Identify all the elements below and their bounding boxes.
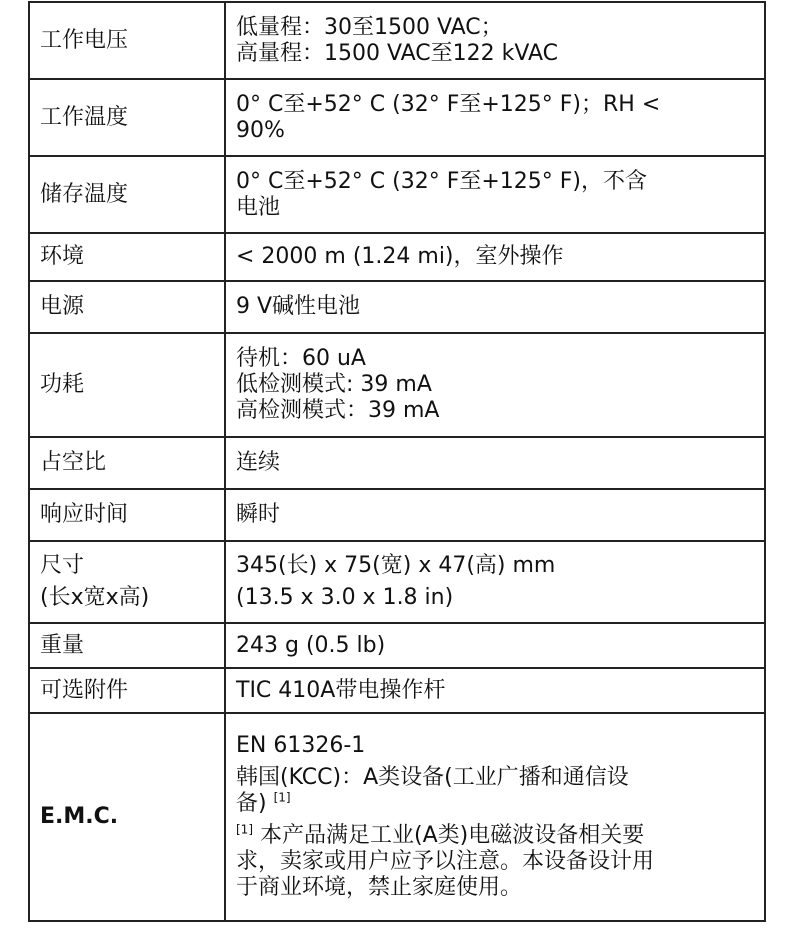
specifications-table <box>28 1 766 922</box>
table-row-power-consumption <box>29 333 765 437</box>
value-line: 0° C至+52° C (32° F至+125° F)，不含 <box>236 168 648 194</box>
value-line: 345(长) x 75(宽) x 47(高) mm <box>236 553 556 578</box>
value-line: 瞬时 <box>236 502 281 527</box>
emc-korea-line <box>236 791 754 817</box>
row-label: 响应时间 <box>29 489 225 541</box>
row-label: 工作电压 <box>29 2 225 79</box>
row-label: 重量 <box>29 623 225 668</box>
label-line: 尺寸 <box>40 553 85 578</box>
emc-standard: EN 61326-1 <box>236 733 366 758</box>
table-row-response-time <box>29 489 765 541</box>
value-line: 高检测模式：39 mA <box>236 398 440 423</box>
row-label: 电源 <box>29 281 225 333</box>
row-value <box>225 2 765 79</box>
row-value <box>225 233 765 281</box>
row-value <box>225 541 765 623</box>
footnote-reference: [1] <box>273 790 291 805</box>
emc-korea-line: 韩国(KCC)：A类设备(工业广播和通信设 <box>236 765 629 790</box>
row-label: 环境 <box>29 233 225 281</box>
row-value <box>225 79 765 156</box>
row-label: 功耗 <box>29 333 225 437</box>
table-row-operating-temperature <box>29 79 765 156</box>
table-row-voltage <box>29 2 765 79</box>
footnote-marker: [1] <box>236 822 253 837</box>
value-line: TIC 410A带电操作杆 <box>236 677 446 703</box>
label-line: (长x宽x高) <box>40 585 150 610</box>
value-line: (13.5 x 3.0 x 1.8 in) <box>236 585 454 610</box>
row-value <box>225 281 765 333</box>
row-value <box>225 713 765 921</box>
emc-note-line <box>236 823 754 849</box>
row-label <box>29 541 225 623</box>
table-row-storage-temperature <box>29 156 765 233</box>
table-row-duty-cycle <box>29 437 765 489</box>
table-row-power <box>29 281 765 333</box>
row-value <box>225 156 765 233</box>
value-line: 低量程：30至1500 VAC； <box>236 14 503 40</box>
value-line: 0° C至+52° C (32° F至+125° F)；RH < <box>236 91 661 117</box>
row-value <box>225 489 765 541</box>
row-value <box>225 333 765 437</box>
emc-note-line: 求，卖家或用户应予以注意。本设备设计用 <box>236 849 655 874</box>
value-line: 243 g (0.5 lb) <box>236 632 386 658</box>
value-line: 90% <box>236 117 285 143</box>
value-line: 待机：60 uA <box>236 346 366 371</box>
row-value <box>225 623 765 668</box>
value-line: < 2000 m (1.24 mi)，室外操作 <box>236 244 564 269</box>
row-label: 可选附件 <box>29 668 225 713</box>
row-label: 储存温度 <box>29 156 225 233</box>
row-value <box>225 668 765 713</box>
value-line: 9 V碱性电池 <box>236 294 361 319</box>
row-label: E.M.C. <box>29 713 225 921</box>
table-row-emc <box>29 713 765 921</box>
table-row-weight <box>29 623 765 668</box>
value-line: 连续 <box>236 450 281 475</box>
value-line: 低检测模式: 39 mA <box>236 372 432 397</box>
row-label: 占空比 <box>29 437 225 489</box>
emc-note-text: 本产品满足工业(A类)电磁波设备相关要 <box>253 823 645 848</box>
table-row-dimensions <box>29 541 765 623</box>
row-value <box>225 437 765 489</box>
value-line: 高量程：1500 VAC至122 kVAC <box>236 40 559 66</box>
row-label: 工作温度 <box>29 79 225 156</box>
table-row-optional-accessory <box>29 668 765 713</box>
value-line: 电池 <box>236 194 281 220</box>
table-row-environment <box>29 233 765 281</box>
emc-note-line: 于商业环境，禁止家庭使用。 <box>236 875 523 900</box>
emc-korea-text: 备) <box>236 791 267 816</box>
